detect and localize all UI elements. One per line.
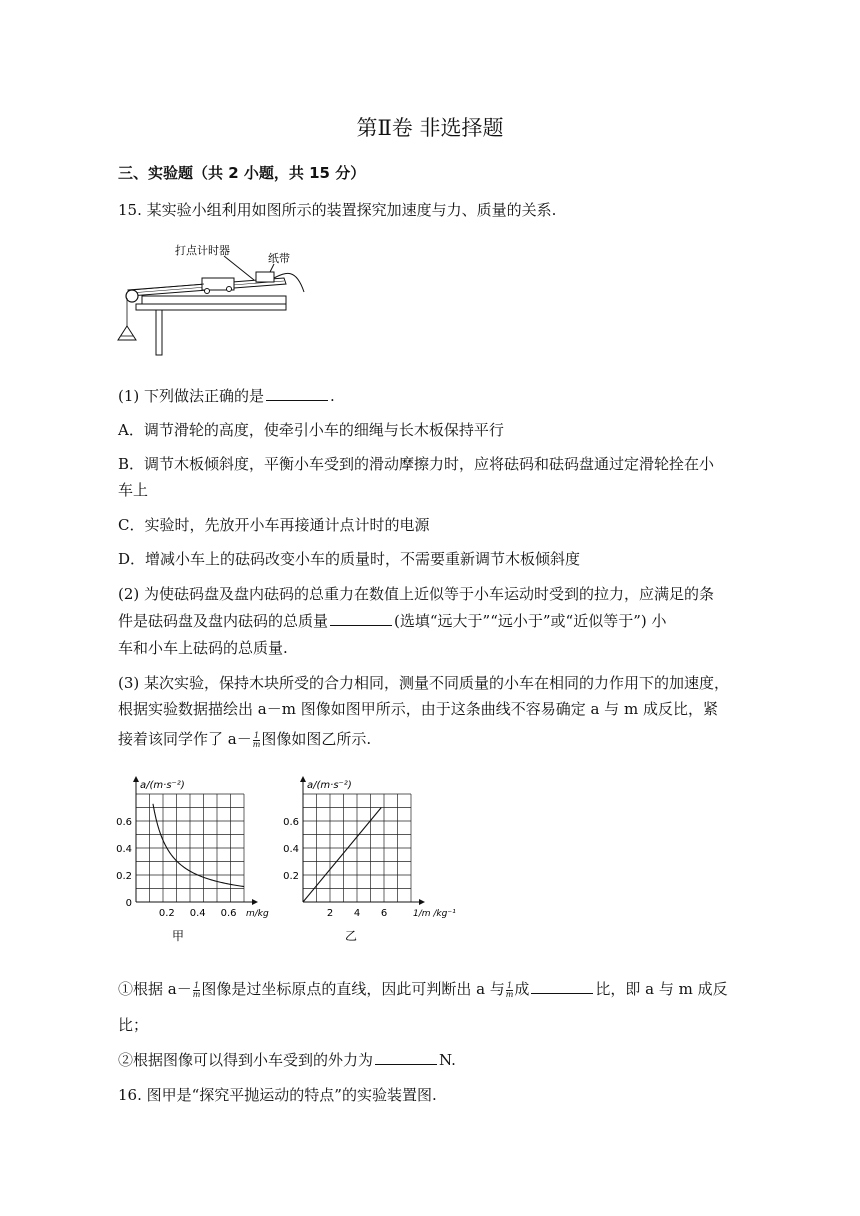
- circle1-text-c: 成: [514, 980, 530, 998]
- jia-y-tick: 0.4: [116, 844, 132, 855]
- yi-x-tick: 4: [353, 908, 361, 919]
- circle1-text-a: ①根据 a－: [118, 980, 192, 998]
- frac-num-2: 1: [193, 980, 200, 990]
- tape-label: 纸带: [268, 252, 290, 265]
- q15-sub3-line3: [118, 728, 371, 749]
- timer-label: 打点计时器: [175, 244, 230, 257]
- jia-y-tick: 0: [125, 898, 132, 909]
- yi-y-tick: 0.4: [283, 844, 299, 855]
- option-b-line1: B．调节木板倾斜度，平衡小车受到的滑动摩擦力时，应将砝码和砝码盘通过定滑轮拴在小: [118, 455, 715, 473]
- circle1-line2: 比；: [118, 1016, 149, 1034]
- sub3-text-a: 接着该同学作了 a－: [118, 730, 252, 748]
- q15-sub2-line2: [118, 610, 667, 631]
- q15-sub1-text: (1) 下列做法正确的是: [118, 387, 265, 405]
- fraction-1-over-m-2: [193, 982, 201, 999]
- answer-blank-4[interactable]: [375, 1052, 437, 1065]
- yi-caption: 乙: [345, 929, 358, 943]
- yi-y-arrow: [300, 776, 306, 782]
- chart-yi: [283, 780, 456, 950]
- part-heading: 三、实验题（共 2 小题，共 15 分）: [118, 164, 366, 182]
- frac-den-3: m: [505, 989, 514, 999]
- jia-x-tick: 0.6: [220, 908, 237, 919]
- circle1-text-d: 比，即 a 与 m 成反: [595, 980, 728, 998]
- option-d: D．增减小车上的砝码改变小车的质量时，不需要重新调节木板倾斜度: [118, 550, 581, 568]
- yi-y-tick: 0.2: [283, 871, 299, 882]
- q15-sub3-line1: (3) 某次实验，保持木块所受的合力相同，测量不同质量的小车在相同的力作用下的加速度，: [118, 674, 730, 692]
- jia-caption: 甲: [172, 929, 185, 943]
- option-a: A．调节滑轮的高度，使牵引小车的细绳与长木板保持平行: [118, 421, 504, 439]
- q15-sub1: [118, 385, 335, 406]
- apparatus-figure: [116, 238, 306, 358]
- yi-y-tick: 0.6: [283, 817, 299, 828]
- jia-x-tick: 0.4: [189, 908, 206, 919]
- yi-x-tick: 2: [326, 908, 334, 919]
- sub2-text-a: 件是砝码盘及盘内砝码的总质量: [118, 612, 329, 630]
- option-c: C．实验时，先放开小车再接通计点计时的电源: [118, 516, 430, 534]
- jia-y-arrow: [133, 776, 139, 782]
- q15-sub2-line3: 车和小车上砝码的总质量.: [118, 639, 288, 657]
- q15-sub1-end: .: [330, 387, 335, 405]
- yi-x-tick: 6: [380, 908, 388, 919]
- jia-y-label: a/(m·s⁻²): [140, 780, 185, 791]
- answer-blank-1[interactable]: [266, 388, 328, 401]
- q15-stem: 15. 某实验小组利用如图所示的装置探究加速度与力、质量的关系.: [118, 201, 557, 219]
- fraction-1-over-m-3: [506, 982, 514, 999]
- q15-sub3-line2: 根据实验数据描绘出 a－m 图像如图甲所示，由于这条曲线不容易确定 a 与 m 成反比，紧: [118, 700, 718, 718]
- frac-num-3: 1: [507, 980, 513, 990]
- q15-sub2-line1: (2) 为使砝码盘及盘内砝码的总重力在数值上近似等于小车运动时受到的拉力，应满足的条: [118, 585, 715, 603]
- sub2-text-b: (选填“远大于”“远小于”或“近似等于”) 小: [394, 612, 667, 630]
- jia-y-tick: 0.2: [116, 871, 132, 882]
- yi-x-label: 1/m /kg⁻¹: [413, 909, 456, 919]
- jia-x-label: m/kg: [246, 909, 269, 919]
- circle1-text-b: 图像是过坐标原点的直线，因此可判断出 a 与: [201, 980, 505, 998]
- circle1-line1: [118, 978, 728, 999]
- circle2-line: [118, 1049, 456, 1070]
- chart-jia: [116, 780, 276, 950]
- option-b-line2: 车上: [118, 481, 149, 499]
- q16-stem: 16. 图甲是“探究平抛运动的特点”的实验装置图.: [118, 1086, 437, 1104]
- frac-num: 1: [253, 730, 260, 740]
- yi-series-line: [303, 808, 381, 903]
- circle2-text-a: ②根据图像可以得到小车受到的外力为: [118, 1051, 374, 1069]
- jia-x-tick: 0.2: [158, 908, 175, 919]
- frac-den-2: m: [192, 989, 201, 999]
- section-title: 第Ⅱ卷 非选择题: [356, 116, 504, 140]
- yi-y-label: a/(m·s⁻²): [307, 780, 352, 791]
- jia-x-arrow: [252, 899, 258, 905]
- sub3-text-b: 图像如图乙所示.: [261, 730, 372, 748]
- fraction-1-over-m: [253, 732, 261, 749]
- circle2-text-b: N.: [439, 1051, 456, 1069]
- answer-blank-2[interactable]: [330, 613, 392, 626]
- jia-y-tick: 0.6: [116, 817, 132, 828]
- yi-x-arrow: [419, 899, 425, 905]
- answer-blank-3[interactable]: [531, 981, 593, 994]
- frac-den: m: [252, 739, 261, 749]
